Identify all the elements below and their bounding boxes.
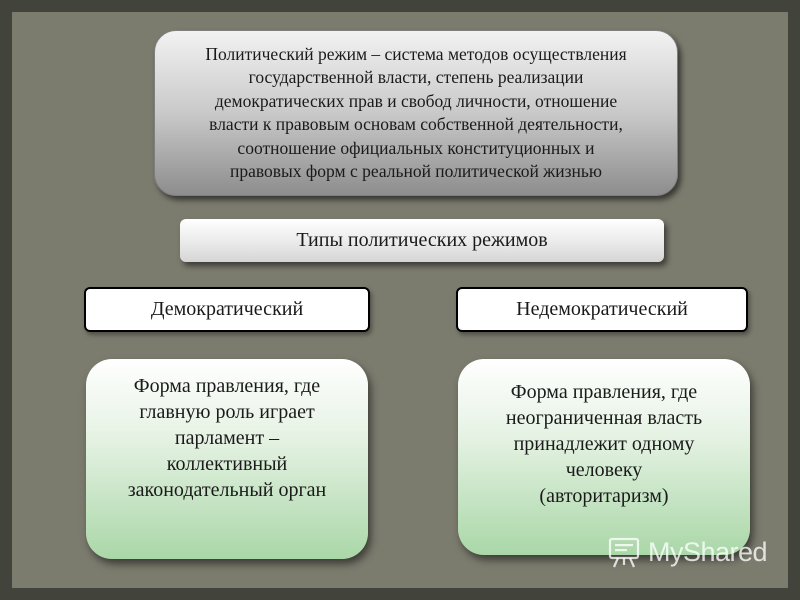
presentation-board-icon	[606, 534, 642, 570]
nondemocratic-description-line: (авторитаризм)	[539, 485, 669, 507]
democratic-label: Демократический	[150, 298, 304, 320]
democratic-description-line: парламент –	[174, 427, 280, 449]
definition-line: правовых форм с реальной политической жизнью	[230, 161, 602, 181]
definition-line: демократических прав и свобод личности, отношение	[214, 90, 618, 111]
nondemocratic-description-line: принадлежит одному	[513, 433, 695, 455]
types-title: Типы политических режимов	[296, 229, 548, 251]
definition-line: государственной власти, степень реализации	[248, 67, 584, 87]
nondemocratic-description-box	[458, 359, 750, 555]
democratic-description-line: главную роль играет	[139, 401, 315, 423]
nondemocratic-description-line: Форма правления, где	[510, 381, 698, 403]
nondemocratic-description-line: неограниченная власть	[505, 407, 703, 429]
watermark	[606, 534, 767, 570]
democratic-description-line: Форма правления, где	[133, 375, 321, 397]
nondemocratic-label: Недемократический	[516, 298, 688, 320]
watermark-text: MyShared	[648, 536, 768, 567]
types-title-box	[180, 219, 664, 262]
definition-box	[154, 30, 678, 196]
definition-line: Политический режим – система методов осуществления	[205, 43, 627, 64]
democratic-label-box	[84, 287, 370, 332]
definition-line: соотношение официальных конституционных и	[237, 137, 595, 158]
nondemocratic-description-line: человеку	[565, 459, 643, 481]
definition-line: власти к правовым основам собственной деятельности,	[209, 114, 623, 134]
democratic-description-line: законодательный орган	[127, 479, 327, 501]
nondemocratic-label-box	[456, 287, 748, 332]
democratic-description-line: коллективный	[166, 453, 288, 475]
democratic-description-box	[86, 359, 368, 559]
